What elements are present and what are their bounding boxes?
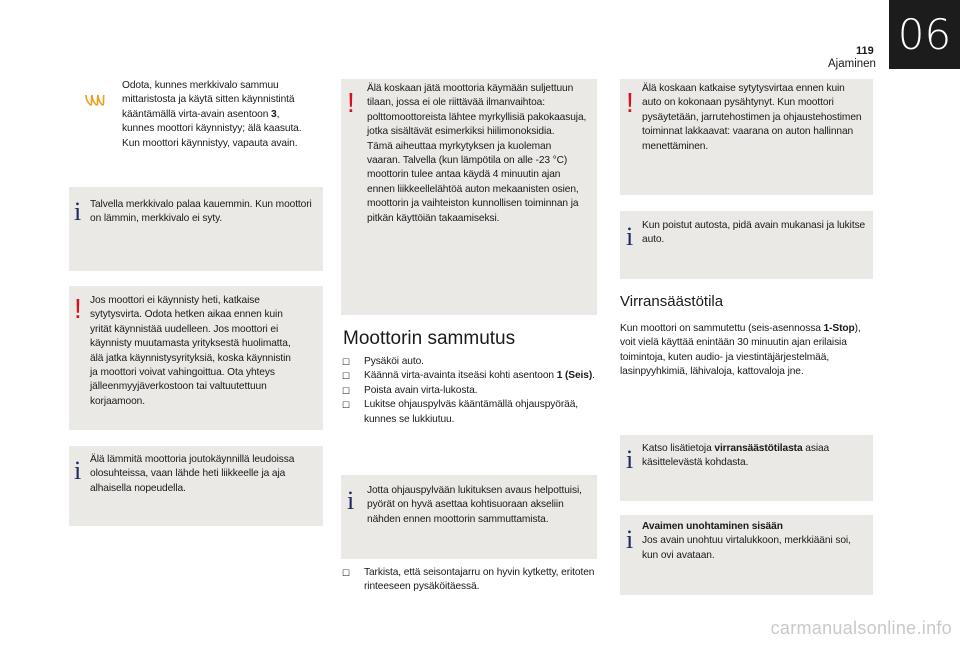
info-icon: i — [347, 486, 355, 515]
warning-box-text: Älä koskaan katkaise sytytysvirtaa ennen kuin auto on kokonaan pysähtynyt. Kun moottori pysäytetään, jarrutehostimen ja ohjaustehostimen toiminnat lakkaavat: vaarana on auton hallinnan menettäminen. — [642, 83, 862, 152]
info-box-title: Avaimen unohtaminen sisään — [642, 521, 783, 532]
page-number: 119 — [856, 45, 874, 57]
info-icon: i — [626, 445, 634, 474]
power-saving-paragraph: Kun moottori on sammutettu (seis-asennossa 1-Stop), voit vielä käyttää enintään 30 minuutin ajan erilaisia toimintoja, kuten audio- ja viestintäjärjestelmää, lasinpyyhkimiä, lähivaloja, kattovaloja jne. — [620, 323, 861, 378]
warning-box — [69, 286, 323, 430]
info-icon: i — [626, 525, 634, 554]
info-box-text: Jotta ohjauspylvään lukituksen avaus helpottuisi, pyörät on hyvä asettaa kohtisuoraan akseliin nähden ennen moottorin sammuttamista. — [367, 485, 582, 525]
info-box-text: Älä lämmitä moottoria joutokäynnillä leudoissa olosuhteissa, vaan lähde heti liikkeelle ja aja alhaisella nopeudella. — [90, 454, 295, 494]
info-icon: i — [626, 222, 634, 251]
list-item: ☐ Lukitse ohjauspylväs kääntämällä ohjauspyörää, kunnes se lukkiutuu. — [342, 399, 578, 425]
checkbox-icon: ☐ — [342, 371, 350, 382]
warning-box-text: Älä koskaan jätä moottoria käymään suljettuun tilaan, jossa ei ole riittävää ilmanvaihtoa: polttomoottoreista lähtee myrkyllisiä pakokaasuja, jotka sisältävät esimerkiksi hiilimonoksidia. Tämä aiheuttaa myrkytyksen ja kuoleman vaaran. Talvella (kun lämpötila on alle -23 °C) moottorin tulee antaa käydä 4 minuutin ajan ennen liikkeellelähtöä auton mekaanisten osien, moottorin ja vaihteiston kunnollisen toiminnan ja pitkän käyttöiän takaamiseksi. — [367, 83, 587, 224]
section-title: Ajaminen — [828, 58, 876, 70]
checkbox-icon: ☐ — [342, 357, 350, 367]
warning-icon: ! — [626, 87, 634, 118]
warning-box — [620, 79, 873, 195]
final-step-list — [342, 566, 604, 595]
list-item: ☐ Tarkista, että seisontajarru on hyvin kytketty, eritoten rinteeseen pysäköitäessä. — [342, 567, 595, 593]
info-box — [620, 435, 873, 501]
chapter-tab: 06 — [889, 0, 960, 69]
info-box — [69, 446, 323, 526]
list-item: ☐ Poista avain virta-lukosta. — [342, 384, 602, 398]
info-box — [620, 515, 873, 595]
checkbox-icon: ☐ — [342, 400, 350, 411]
warning-box — [341, 79, 597, 315]
info-box-text: Katso lisätietoja virransäästötilasta asiaa käsittelevästä kohdasta. — [642, 443, 830, 469]
section-heading: Moottorin sammutus — [343, 328, 516, 349]
list-item: ☐ Käännä virta-avainta itseäsi kohti asentoon 1 (Seis). — [342, 369, 602, 383]
info-box-text: Kun poistut autosta, pidä avain mukanasi ja lukitse auto. — [642, 220, 866, 246]
warning-box-text: Jos moottori ei käynnisty heti, katkaise sytytysvirta. Odota hetken aikaa ennen kuin yrität käynnistää uudelleen. Jos moottori ei käynnisty muutamasta yrityksestä huolimatta, älä jatka käynnistysyrityksiä, koska käynnistin ja moottori voivat vahingoittua. Ota yhteys jälleenmyyjäverkostoon tai valtuutettuun korjaamoon. — [90, 295, 291, 407]
checkbox-icon: ☐ — [342, 385, 350, 396]
watermark: carmanualsonline.info — [770, 618, 952, 638]
info-box-text: Avaimen unohtaminen sisään Jos avain unohtuu virtalukkoon, merkkiääni soi, kun ovi avataan. — [642, 521, 851, 561]
info-box — [620, 211, 873, 279]
section-heading: Virransäästötila — [620, 293, 724, 310]
info-icon: i — [74, 197, 82, 226]
warning-icon: ! — [74, 293, 82, 324]
info-box — [69, 187, 323, 271]
info-icon: i — [74, 456, 82, 485]
info-box — [341, 475, 597, 559]
list-item: ☐ Pysäköi auto. — [342, 355, 602, 369]
checkbox-icon: ☐ — [342, 568, 350, 578]
preheat-glow-coil-icon — [84, 92, 106, 108]
info-box-text: Talvella merkkivalo palaa kauemmin. Kun moottori on lämmin, merkkivalo ei syty. — [90, 199, 312, 225]
warning-icon: ! — [347, 87, 355, 118]
steps-list — [342, 355, 602, 427]
glow-note-text: Odota, kunnes merkkivalo sammuu mittaristosta ja käytä sitten käynnistintä kääntämällä virta-avain asentoon 3, kunnes moottori käynnistyy; älä kaasuta. Kun moottori käynnistyy, vapauta avain. — [122, 80, 302, 149]
